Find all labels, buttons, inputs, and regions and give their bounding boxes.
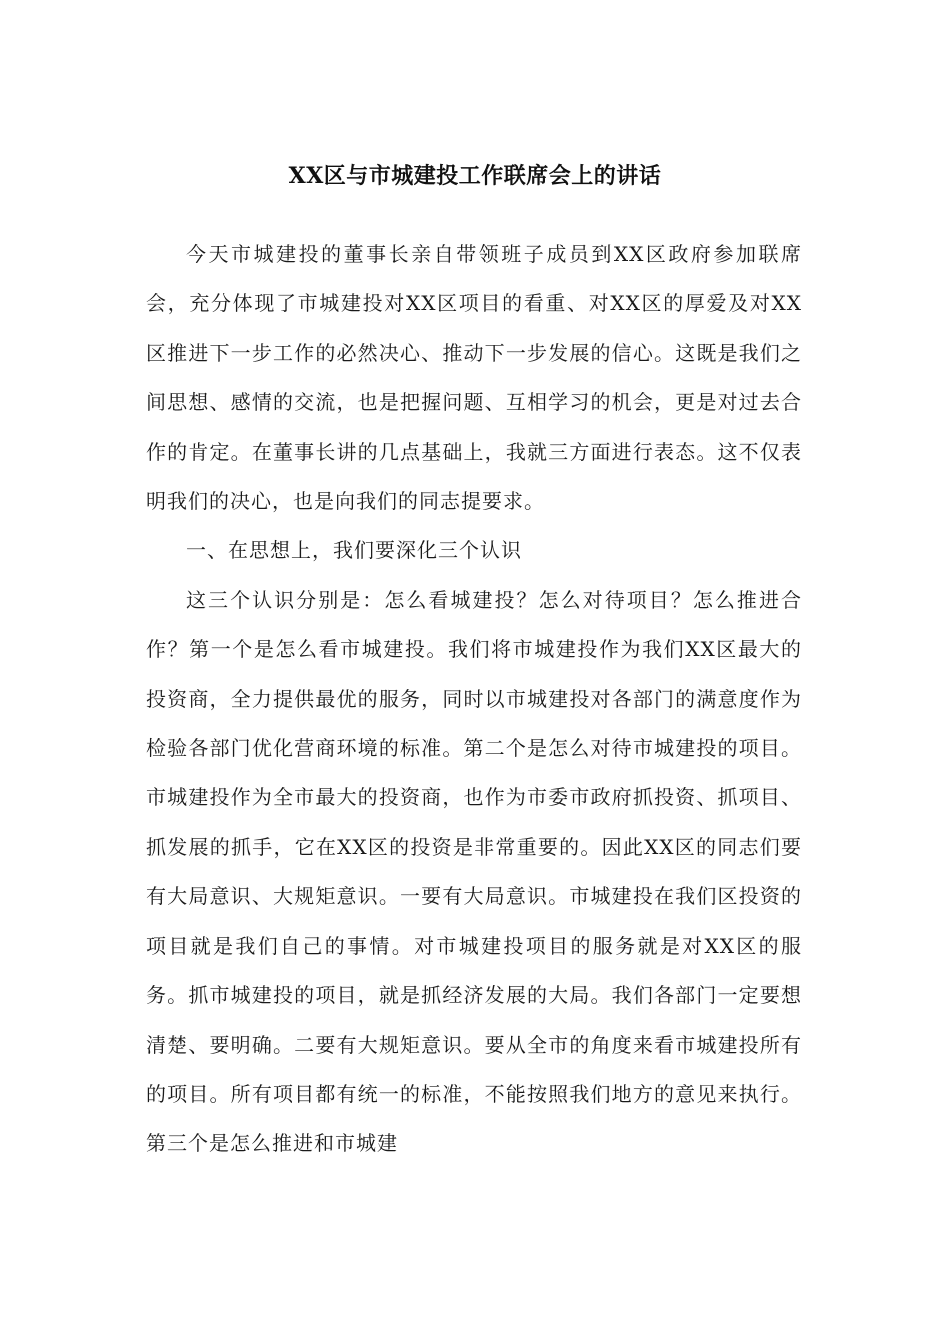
- document-body: [146, 230, 802, 1169]
- document-title: XX区与市城建投工作联席会上的讲话: [288, 163, 662, 189]
- paragraph-intro: 今天市城建投的董事长亲自带领班子成员到XX区政府参加联席会，充分体现了市城建投对XX区项目的看重、对XX区的厚爱及对XX区推进下一步工作的必然决心、推动下一步发展的信心。这既是我们之间思想、感情的交流，也是把握问题、互相学习的机会，更是对过去合作的肯定。在董事长讲的几点基础上，我就三方面进行表态。这不仅表明我们的决心，也是向我们的同志提要求。: [146, 242, 802, 514]
- paragraph-three-understandings: 这三个认识分别是：怎么看城建投？怎么对待项目？怎么推进合作？第一个是怎么看市城建投。我们将市城建投作为我们XX区最大的投资商，全力提供最优的服务，同时以市城建投对各部门的满意度作为检验各部门优化营商环境的标准。第二个是怎么对待市城建投的项目。市城建投作为全市最大的投资商，也作为市委市政府抓投资、抓项目、抓发展的抓手，它在XX区的投资是非常重要的。因此XX区的同志们要有大局意识、大规矩意识。一要有大局意识。市城建投在我们区投资的项目就是我们自己的事情。对市城建投项目的服务就是对XX区的服务。抓市城建投的项目，就是抓经济发展的大局。我们各部门一定要想清楚、要明确。二要有大规矩意识。要从全市的角度来看市城建投所有的项目。所有项目都有统一的标准，不能按照我们地方的意见来执行。第三个是怎么推进和市城建: [146, 587, 802, 1156]
- section-heading: 一、在思想上，我们要深化三个认识: [186, 538, 522, 563]
